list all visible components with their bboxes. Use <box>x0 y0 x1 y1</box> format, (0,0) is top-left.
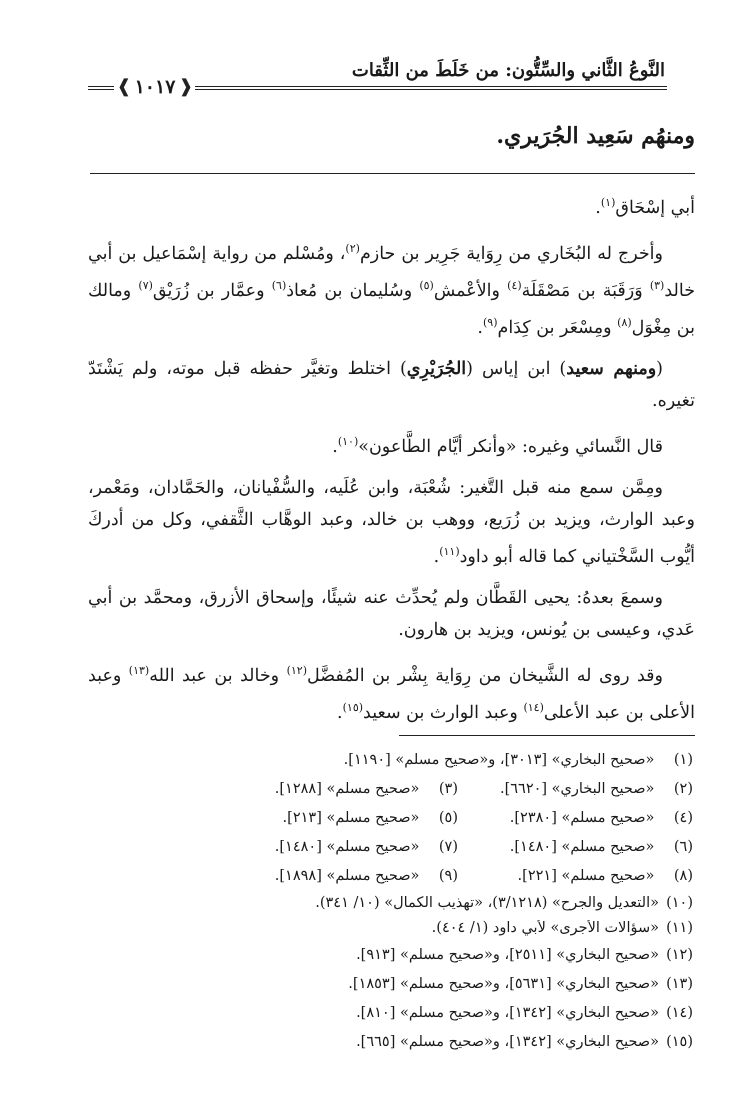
footnote-ref: (٩) <box>483 316 498 329</box>
footnote: (١) «صحيح البخاري» [٣٠١٣]، و«صحيح مسلم» [١١٩٠]. <box>343 751 693 768</box>
footnote-ref: (١٢) <box>286 664 307 677</box>
footnote-ref: (١٤) <box>523 701 544 714</box>
footnote: (١٣)«صحيح البخاري» [٥٦٣١]، و«صحيح مسلم» [١٨٥٣]. <box>348 975 693 992</box>
paragraph-2: وأخرج له البُخَاري من رِوَاية جَرِير بن حازم$^{(٢)}$، ومُسْلم من رواية إسْمَاعيل بن أبي خالد$^{(٣)}$ وَرَقَبَة بن مَصْقَلَة$^{(٤)}$ والأعْمش$^{(٥)}$ وسُليمان بن مُعاذ$^{(٦)}$ وعمَّار بن زُرَيْق$^{(٧)}$ ومالك بن مِغْوَل$^{(٨)}$ ومِسْعَر بن كِدَام$^{(٩)}$. <box>88 242 696 338</box>
footnote-ref: (١٥) <box>342 701 364 714</box>
footnote: (٦) «صحيح مسلم» [١٤٨٠]. <box>509 838 693 855</box>
ornament-left-icon: ❰ <box>116 76 132 97</box>
footnote-row <box>120 890 693 915</box>
section-divider <box>90 173 695 174</box>
footnote: (٧) «صحيح مسلم» [١٤٨٠]. <box>274 838 458 855</box>
footnote: (١٢)«صحيح البخاري» [٢٥١١]، و«صحيح مسلم» [٩١٣]. <box>356 946 693 963</box>
footnote-row <box>120 969 693 998</box>
footnote-ref: (٧) <box>138 279 153 292</box>
body-text <box>88 187 695 729</box>
footnote-ref: (٣) <box>649 279 665 292</box>
footnote-row <box>120 745 693 774</box>
footnote-ref: (٦) <box>271 279 287 292</box>
footnote-ref: (٨) <box>617 316 632 329</box>
footnote: (١٥)«صحيح البخاري» [١٣٤٢]، و«صحيح مسلم» [٦٦٥]. <box>356 1033 693 1050</box>
footnote-row <box>120 774 693 803</box>
footnote: (١٠)«التعديل والجرح» (٣/١٢١٨)، «تهذيب الكمال» (١٠/ ٣٤١). <box>315 894 693 911</box>
page-number: ١٠١٧ <box>134 76 176 98</box>
footnote-ref: (٤) <box>507 279 522 292</box>
footnote-ref: (١١) <box>439 545 460 558</box>
footnote-row <box>120 1027 693 1056</box>
page-number-frame <box>114 72 196 102</box>
footnote-row <box>120 998 693 1027</box>
footnote-row <box>120 803 693 832</box>
paragraph-5: ومِمَّن سمع منه قبل التَّغير: شُعْبَة، وابن عُلَيه، والسُّفْيانان، والحَمَّادان، ومَعْمر، وعبد الوارث، ويزيد بن زُرَيع، ووهب بن خالد، وعبد الوهَّاب الثَّقفي، وكل من أدركَ أيُّوب السَّخْتياني كما قاله أبو داود$^{(١١)}$. <box>88 478 695 567</box>
paragraph-3: (ومنهم سعيد) ابن إياس (الجُرَيْرِي) اختلط وتغيَّر حفظه قبل موته، ولم يَشْتَدّ تغيره. <box>88 359 695 411</box>
footnote-row <box>120 940 693 969</box>
footnote: (٩) «صحيح مسلم» [١٨٩٨]. <box>274 867 458 884</box>
footnote: (٣) «صحيح مسلم» [١٢٨٨]. <box>274 780 458 797</box>
footnote-row <box>120 832 693 861</box>
header-rule-left <box>88 86 114 90</box>
section-heading: ومنهُم سَعِيد الجُرَيري. <box>496 123 695 149</box>
paragraph-1: أبي إسْحَاق$^{(١)}$. <box>595 196 695 218</box>
paragraph-4: قال النَّسائي وغيره: «وأنكر أيَّام الطَّاعون»$^{(١٠)}$. <box>332 435 663 457</box>
footnotes <box>120 745 693 1056</box>
footnote-ref: (١) <box>600 196 616 209</box>
footnote-ref: (٢) <box>345 242 360 255</box>
footnote-ref: (١٠) <box>337 435 359 448</box>
footnote-row <box>120 915 693 940</box>
paragraph-7: وقد روى له الشَّيخان من رِوَاية بِشْر بن المُفضَّل$^{(١٢)}$ وخالد بن عبد الله$^{(١٣)}$ وعبد الأعلى بن عبد الأعلى$^{(١٤)}$ وعبد الوارث بن سعيد$^{(١٥)}$. <box>88 664 695 723</box>
footnote: (٨) «صحيح مسلم» [٢٢١]. <box>517 867 693 884</box>
footnote-row <box>120 861 693 890</box>
footnote-ref: (٥) <box>419 279 434 292</box>
footnote: (٤) «صحيح مسلم» [٢٣٨٠]. <box>509 809 693 826</box>
paragraph-6: وسمعَ بعدهُ: يحيى القَطَّان ولم يُحدِّث عنه شيئًا، وإسحاق الأزرق، ومحمَّد بن أبي عَدي، وعيسى بن يُونس، ويزيد بن هارون. <box>88 588 695 640</box>
footnote-divider <box>399 735 695 736</box>
footnote: (٥) «صحيح مسلم» [٢١٣]. <box>282 809 458 826</box>
running-title: النَّوعُ الثَّاني والسِّتُّون: من خَلَطَ من الثِّقات <box>351 60 665 81</box>
footnote: (١١)«سؤالات الأجرى» لأبي داود (١/ ٤٠٤). <box>431 919 693 936</box>
ornament-right-icon: ❱ <box>178 76 194 97</box>
header-rule <box>195 86 667 90</box>
footnote: (١٤)«صحيح البخاري» [١٣٤٢]، و«صحيح مسلم» [٨١٠]. <box>356 1004 693 1021</box>
footnote: (٢) «صحيح البخاري» [٦٦٢٠]. <box>499 780 693 797</box>
footnote-ref: (١٣) <box>128 664 150 677</box>
